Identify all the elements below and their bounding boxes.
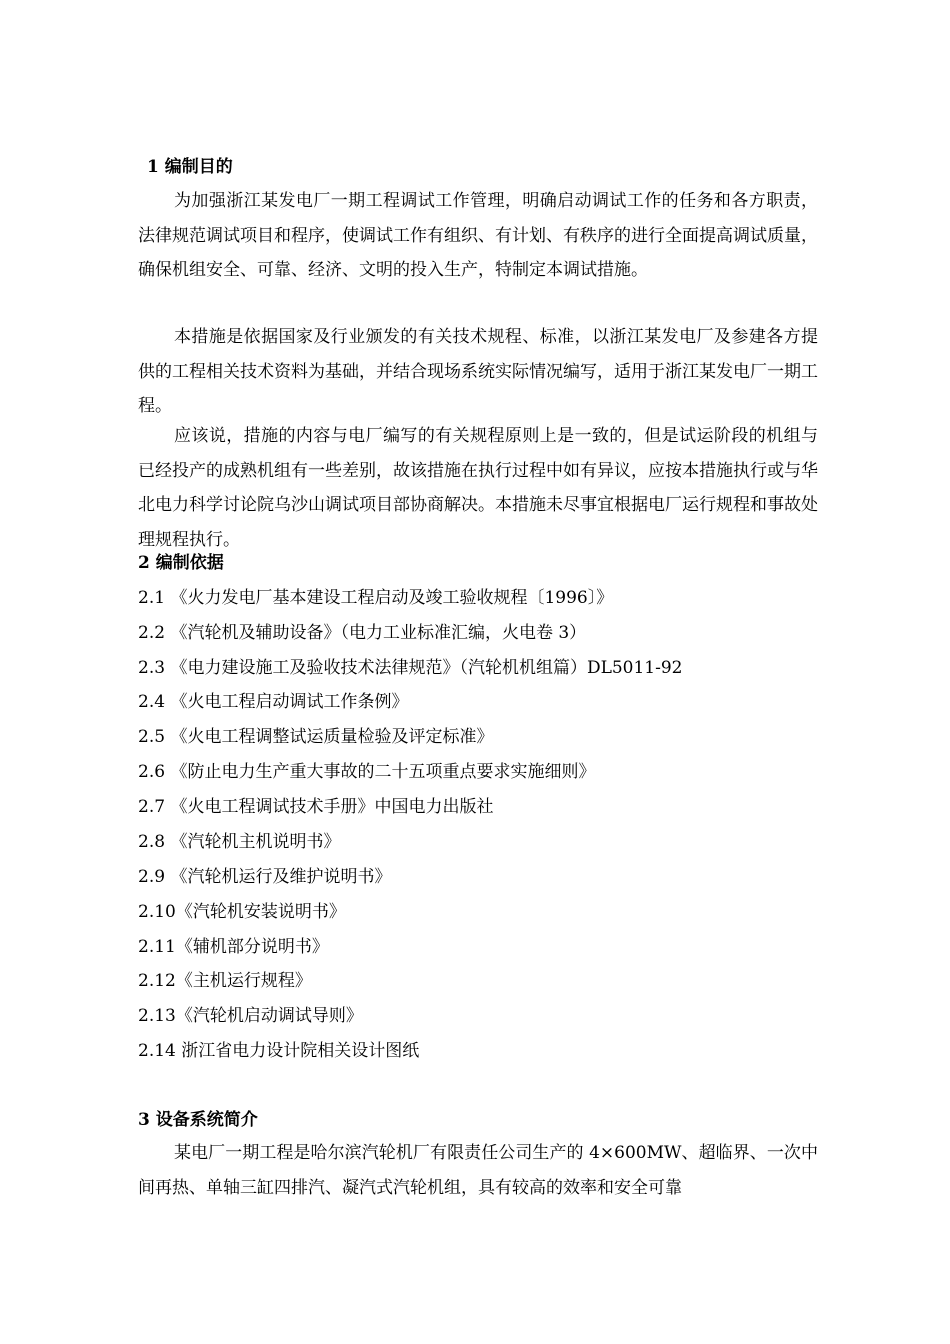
section-3-paragraph: 某电厂一期工程是哈尔滨汽轮机厂有限责任公司生产的 4×600MW、超临界、一次中间再热、单轴三缸四排汽、凝汽式汽轮机组，具有较高的效率和安全可靠	[138, 1143, 818, 1198]
section-1-paragraph-2: 本措施是依据国家及行业颁发的有关技术规程、标准，以浙江某发电厂及参建各方提供的工程相关技术资料为基础，并结合现场系统实际情况编写，适用于浙江某发电厂一期工程。	[138, 327, 818, 416]
section-1-heading: 1 编制目的	[147, 157, 233, 177]
reference-item: 2.9 《汽轮机运行及维护说明书》	[138, 867, 392, 887]
reference-item: 2.14 浙江省电力设计院相关设计图纸	[138, 1041, 420, 1061]
reference-item: 2.12《主机运行规程》	[138, 971, 312, 991]
reference-item: 2.6 《防止电力生产重大事故的二十五项重点要求实施细则》	[138, 762, 596, 782]
reference-item: 2.1 《火力发电厂基本建设工程启动及竣工验收规程〔1996〕》	[138, 588, 614, 608]
section-2-heading: 2 编制依据	[138, 553, 224, 573]
section-3-heading: 3 设备系统简介	[138, 1110, 258, 1130]
reference-item: 2.10《汽轮机安装说明书》	[138, 902, 346, 922]
reference-item: 2.7 《火电工程调试技术手册》中国电力出版社	[138, 797, 494, 817]
reference-item: 2.4 《火电工程启动调试工作条例》	[138, 692, 409, 712]
reference-item: 2.5 《火电工程调整试运质量检验及评定标准》	[138, 727, 494, 747]
reference-item: 2.11《辅机部分说明书》	[138, 937, 329, 957]
reference-item: 2.3 《电力建设施工及验收技术法律规范》（汽轮机机组篇）DL5011-92	[138, 658, 683, 678]
reference-item: 2.2 《汽轮机及辅助设备》（电力工业标准汇编，火电卷 3）	[138, 623, 587, 643]
section-1-paragraph-1: 为加强浙江某发电厂一期工程调试工作管理，明确启动调试工作的任务和各方职责，法律规范调试项目和程序，使调试工作有组织、有计划、有秩序的进行全面提高调试质量，确保机组安全、可靠、经济、文明的投入生产，特制定本调试措施。	[138, 191, 818, 280]
reference-item: 2.8 《汽轮机主机说明书》	[138, 832, 341, 852]
section-1-paragraph-3: 应该说，措施的内容与电厂编写的有关规程原则上是一致的，但是试运阶段的机组与已经投产的成熟机组有一些差别，故该措施在执行过程中如有异议，应按本措施执行或与华北电力科学讨论院乌沙山调试项目部协商解决。本措施未尽事宜根据电厂运行规程和事故处理规程执行。	[138, 426, 818, 550]
reference-item: 2.13《汽轮机启动调试导则》	[138, 1006, 363, 1026]
